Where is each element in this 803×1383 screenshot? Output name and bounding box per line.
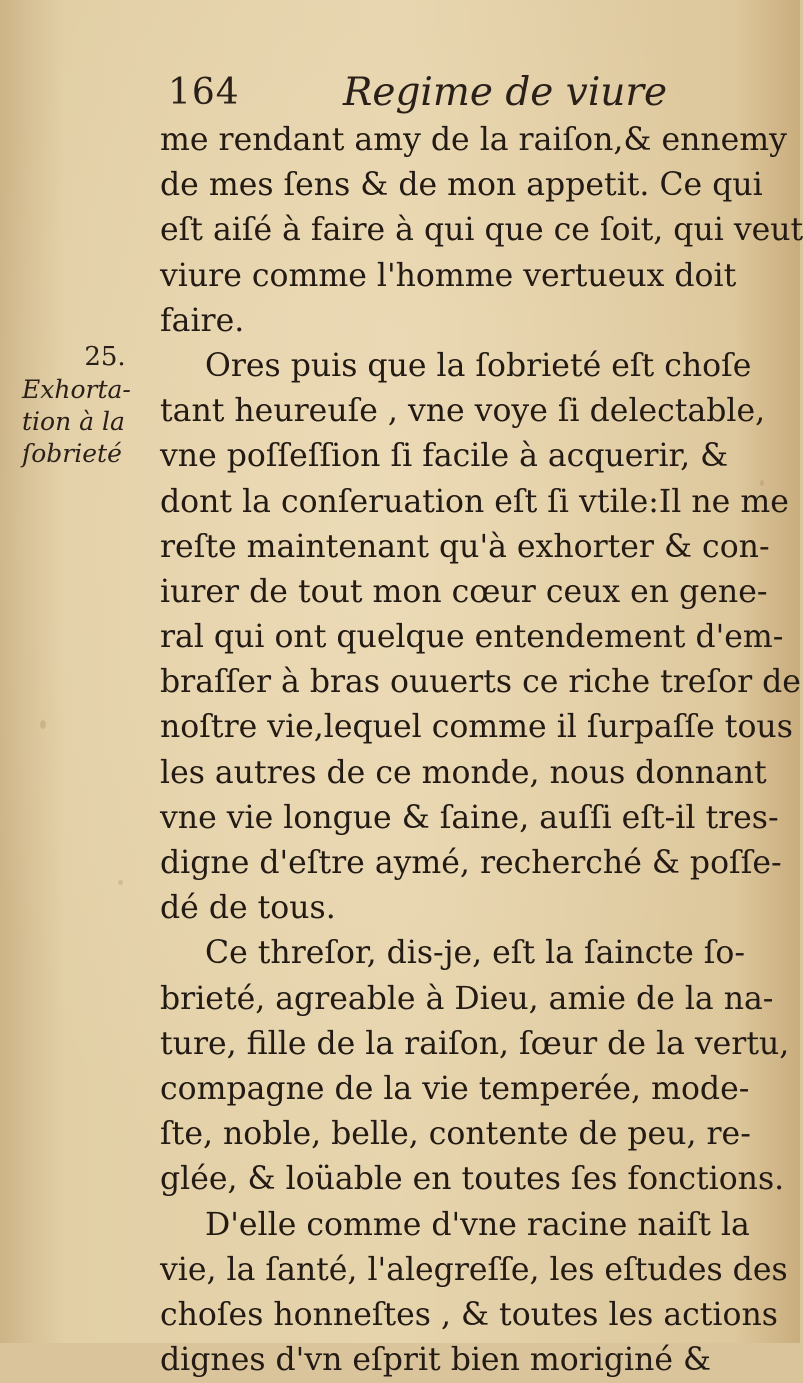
paper-stain	[118, 880, 123, 885]
text-line: braſſer à bras ouuerts ce riche treſor de	[160, 664, 801, 701]
text-line: me rendant amy de la raiſon,& ennemy	[160, 122, 787, 158]
paragraph-start-line: Ce threſor, dis-je, eſt la ſaincte ſo-	[205, 935, 745, 972]
margin-note-line: tion à la	[22, 407, 125, 436]
text-line: vne vie longue & ſaine, auſſi eſt-il tres-	[160, 799, 779, 836]
body-text	[160, 118, 803, 1383]
page-number: 164	[168, 72, 240, 113]
text-line: iurer de tout mon cœur ceux en gene-	[160, 573, 768, 610]
text-line: les autres de ce monde, nous donnant	[160, 754, 767, 791]
text-line: glée, & loüable en toutes ſes fonctions.	[160, 1161, 785, 1198]
text-line: ture, fille de la raiſon, ſœur de la vertu,	[160, 1025, 790, 1062]
text-line: viure comme l'homme vertueux doit	[160, 257, 737, 294]
text-line: dont la conſeruation eſt ſi vtile:Il ne me	[160, 483, 789, 520]
text-line: noſtre vie,lequel comme il ſurpaſſe tous	[160, 709, 793, 746]
text-line: vie, la ſanté, l'alegreſſe, les eſtudes des	[160, 1251, 788, 1288]
margin-note-line: Exhorta-	[22, 375, 131, 404]
text-line: digne d'eſtre aymé, recherché & poſſe-	[160, 845, 782, 881]
paper-stain	[40, 720, 46, 729]
page-header	[168, 70, 768, 120]
text-line: tant heureuſe , vne voye ſi delectable,	[160, 393, 766, 430]
margin-note-number: 25.	[84, 342, 126, 372]
text-line: dé de tous.	[160, 890, 336, 927]
text-line: reſte maintenant qu'à exhorter & con-	[160, 528, 770, 565]
text-line: de mes ſens & de mon appetit. Ce qui	[160, 167, 763, 204]
text-line: ſte, noble, belle, contente de peu, re-	[160, 1116, 751, 1153]
text-line: dignes d'vn eſprit bien moriginé &	[160, 1342, 712, 1379]
text-line: vne poſſeſſion ſi facile à acquerir, &	[160, 438, 729, 475]
paragraph-start-line: Ores puis que la ſobrieté eſt choſe	[205, 347, 752, 384]
text-line: faire.	[160, 302, 245, 339]
running-title: Regime de viure	[343, 70, 668, 115]
text-line: brieté, agreable à Dieu, amie de la na-	[160, 980, 774, 1017]
paragraph-start-line: D'elle comme d'vne racine naiſt la	[205, 1206, 750, 1243]
margin-note	[10, 340, 160, 470]
text-line: compagne de la vie temperée, mode-	[160, 1070, 750, 1107]
margin-note-line: ſobrieté	[22, 439, 122, 468]
text-line: ral qui ont quelque entendement d'em-	[160, 619, 784, 656]
text-line: choſes honneſtes , & toutes les actions	[160, 1296, 778, 1333]
text-line: eſt aiſé à faire à qui que ce ſoit, qui veut	[160, 212, 803, 249]
